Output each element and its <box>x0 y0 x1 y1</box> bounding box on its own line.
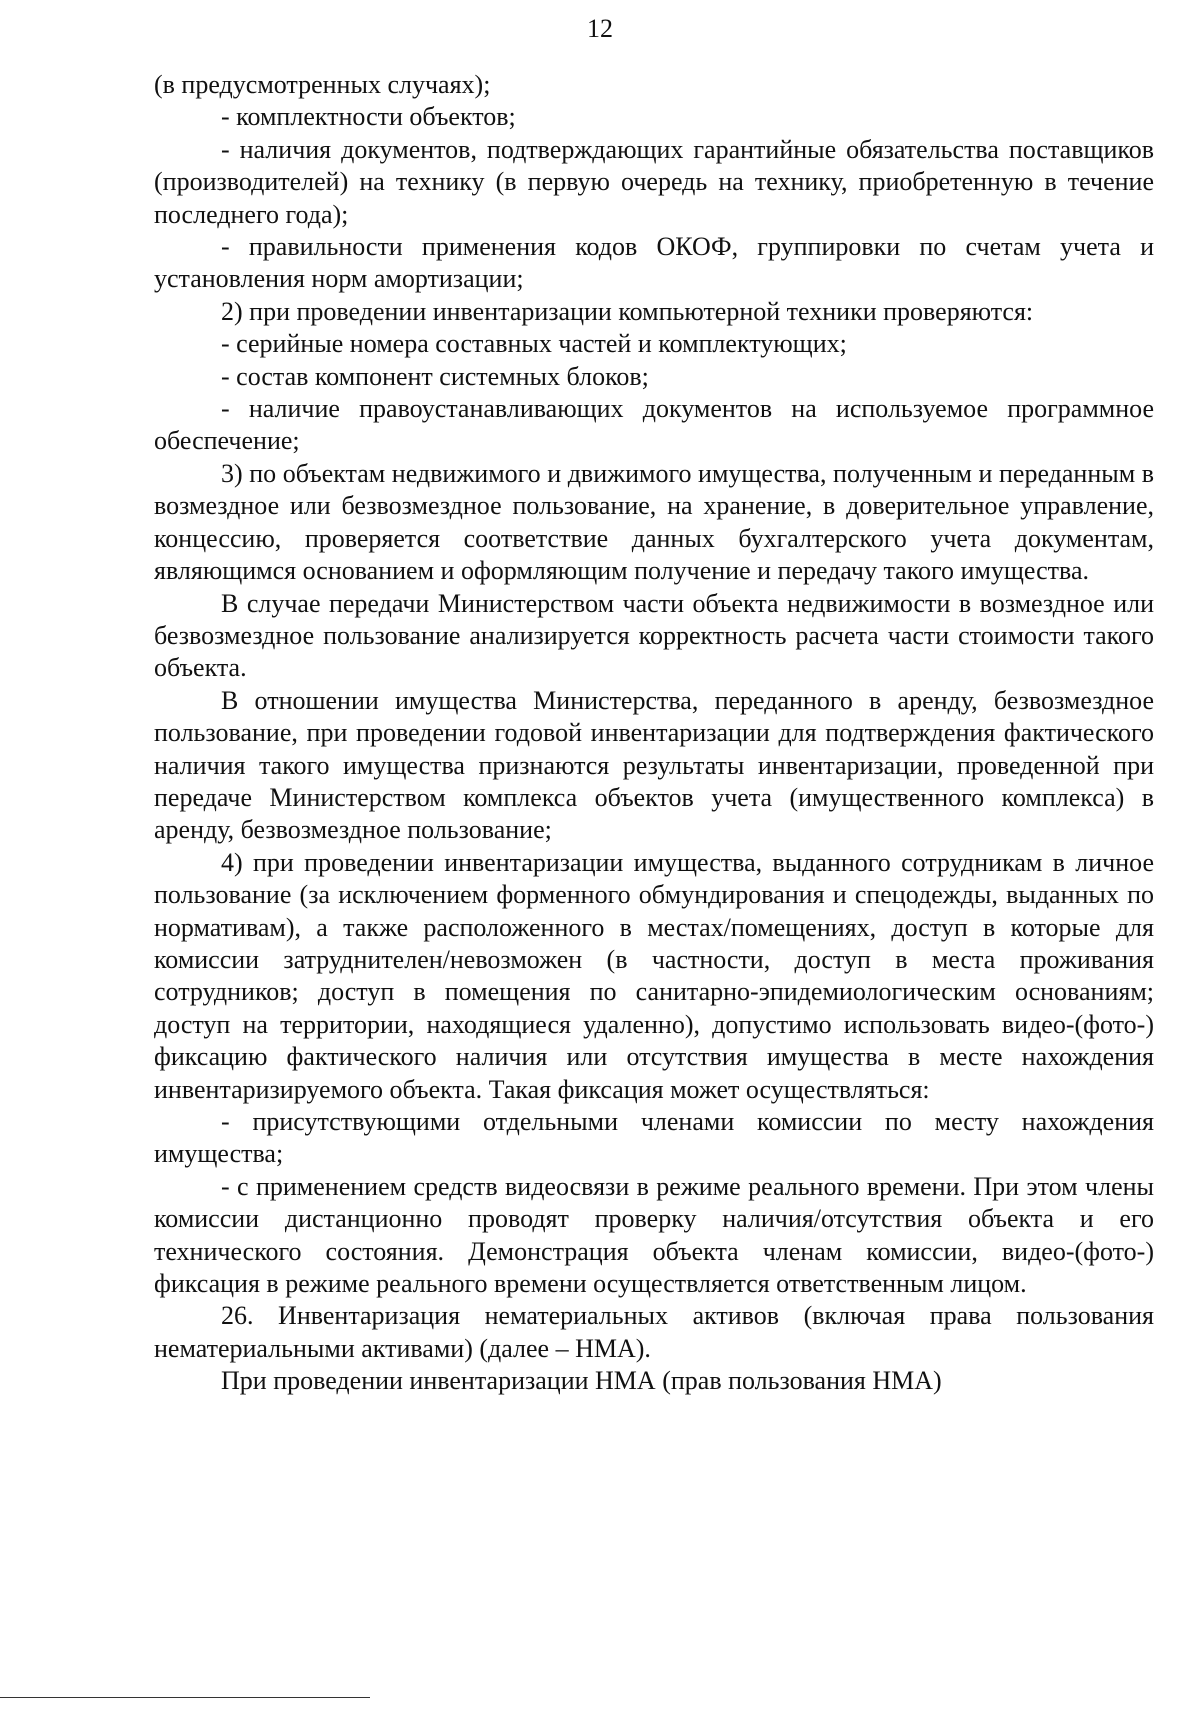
list-item-okof-codes: - правильности применения кодов ОКОФ, группировки по счетам учета и установления норм амортизации; <box>154 232 1154 294</box>
list-item-commission-members: - присутствующими отдельными членами комиссии по месту нахождения имущества; <box>154 1107 1154 1169</box>
paragraph-lease-inventory: В отношении имущества Министерства, переданного в аренду, безвозмездное пользование, при проведении годовой инвентаризации для подтверждения фактического наличия такого имущества признаются результаты инвентаризации, проведенной при передаче Министерством комплекса объектов учета (имущественного комплекса) в аренду, безвозмездное пользование; <box>154 685 1154 845</box>
footnote-divider <box>0 1697 370 1698</box>
list-item-software-documents: - наличие правоустанавливающих документов на используемое программное обеспечение; <box>154 394 1154 456</box>
paragraph-nma-inventory: При проведении инвентаризации НМА (прав пользования НМА) <box>221 1366 942 1396</box>
list-item-video-link: - с применением средств видеосвязи в режиме реального времени. При этом члены комиссии дистанционно проводят проверку наличия/отсутствия объекта и его технического состояния. Демонстрация объекта членам комиссии, видео-(фото-) фиксация в режиме реального времени осуществляется ответственным лицом. <box>154 1171 1154 1299</box>
paragraph-transfer-part: В случае передачи Министерством части объекта недвижимости в возмездное или безвозмездное пользование анализируется корректность расчета части стоимости такого объекта. <box>154 588 1154 683</box>
document-body <box>154 69 1154 1398</box>
list-item-serial-numbers: - серийные номера составных частей и комплектующих; <box>221 329 847 359</box>
numbered-item-3: 3) по объектам недвижимого и движимого имущества, полученным и переданным в возмездное или безвозмездное пользование, на хранение, в доверительное управление, концессию, проверяется соответствие данных бухгалтерского учета документам, являющимся основанием и оформляющим получение и передачу такого имущества. <box>154 458 1154 586</box>
list-item-warranty-documents: - наличия документов, подтверждающих гарантийные обязательства поставщиков (производителей) на технику (в первую очередь на технику, приобретенную в течение последнего года); <box>154 134 1154 229</box>
list-item-system-blocks: - состав компонент системных блоков; <box>221 361 649 391</box>
numbered-item-2: 2) при проведении инвентаризации компьютерной техники проверяются: <box>221 296 1034 326</box>
page-number: 12 <box>587 14 613 43</box>
section-26-heading: 26. Инвентаризация нематериальных активов (включая права пользования нематериальными активами) (далее – НМА). <box>154 1301 1154 1363</box>
paragraph-continuation: (в предусмотренных случаях); <box>154 70 491 99</box>
list-item-completeness: - комплектности объектов; <box>221 102 516 132</box>
numbered-item-4: 4) при проведении инвентаризации имущества, выданного сотрудникам в личное пользование (за исключением форменного обмундирования и спецодежды, выданных по нормативам), а также расположенного в местах/помещениях, доступ в которые для комиссии затруднителен/невозможен (в частности, доступ в места проживания сотрудников; доступ в помещения по санитарно-эпидемиологическим основаниям; доступ на территории, находящиеся удаленно), допустимо использовать видео-(фото-) фиксацию фактического наличия или отсутствия имущества в месте нахождения инвентаризируемого объекта. Такая фиксация может осуществляться: <box>154 847 1154 1104</box>
